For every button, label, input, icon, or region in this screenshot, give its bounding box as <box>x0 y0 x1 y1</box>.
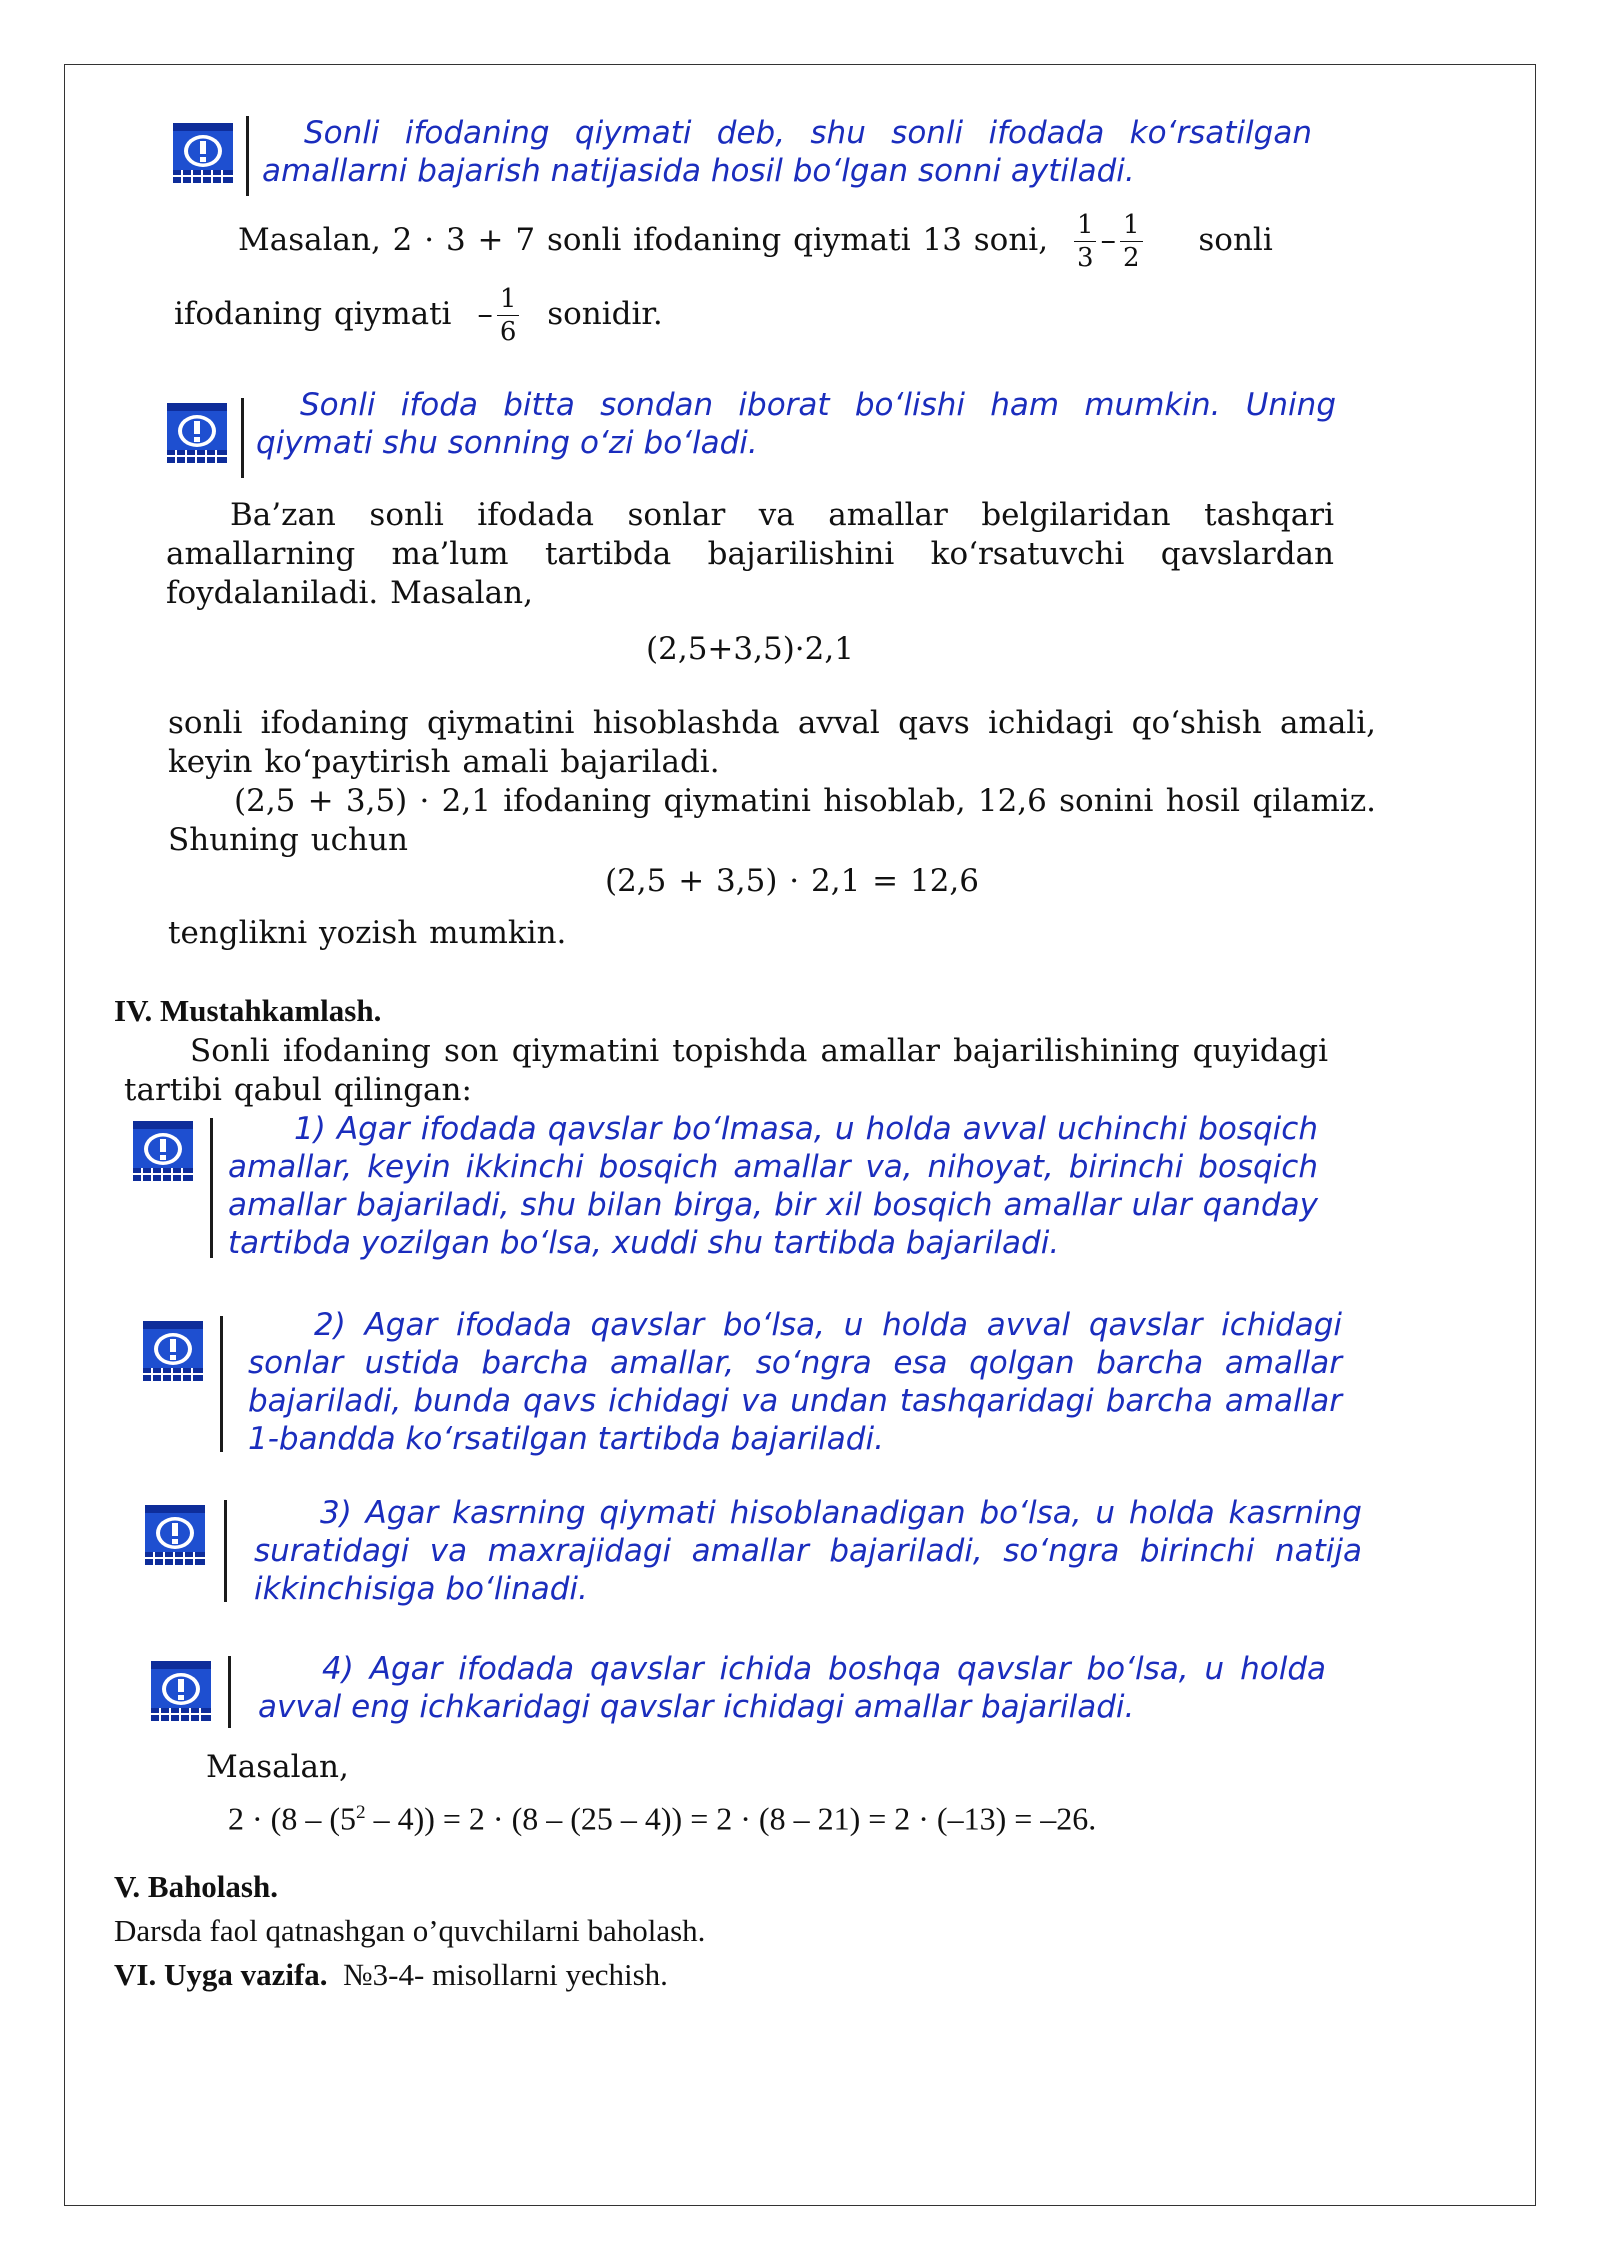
section-4-heading: IV. Mustahkamlash. <box>114 993 382 1028</box>
section-6-line <box>114 1954 668 1996</box>
formula-part-2: – 4)) = 2 · (8 – (25 – 4)) = 2 · (8 – 21) = 2 · (–13) = –26. <box>365 1800 1097 1837</box>
example-line-1 <box>238 212 1318 271</box>
section-6-heading: VI. Uyga vazifa. <box>114 1957 328 1992</box>
warning-icon <box>142 1320 204 1382</box>
minus-sign: – <box>1100 222 1116 258</box>
example-line2-tail: sonidir. <box>547 296 663 332</box>
paragraph-calc: (2,5 + 3,5) · 2,1 ifodaning qiymatini hisoblab, 12,6 sonini hosil qilamiz. Shuning uchun <box>168 783 1376 858</box>
note-bar <box>246 116 249 196</box>
formula-1: (2,5+3,5)·2,1 <box>646 631 854 667</box>
example-line-2 <box>174 286 1174 345</box>
section-6-text: №3-4- misollarni yechish. <box>343 1957 668 1992</box>
paragraph-write: tenglikni yozish mumkin. <box>168 915 567 951</box>
warning-icon <box>172 122 234 184</box>
rule-2: 2) Agar ifodada qavslar bo‘lsa, u holda avval qavslar ichidagi sonlar ustida barcha amallar, so‘ngra esa qolgan barcha amallar bajariladi, bunda qavs ichidagi va undan tashqaridagi barcha amallar 1-bandda ko‘rsatilgan tartibda bajariladi. <box>248 1307 1342 1457</box>
note-bar <box>228 1656 231 1728</box>
warning-icon <box>150 1660 212 1722</box>
note-bar <box>241 398 244 478</box>
formula-2: (2,5 + 3,5) · 2,1 = 12,6 <box>604 863 980 899</box>
section-5-text: Darsda faol qatnashgan o’quvchilarni baholash. <box>114 1913 706 1948</box>
rule-1: 1) Agar ifodada qavslar bo‘lmasa, u holda avval uchinchi bosqich amallar, keyin ikkinchi bosqich amallar va, nihoyat, birinchi bosqich amallar bajariladi, shu bilan birga, bir xil bosqich amallar ular qanday tartibda yozilgan bo‘lsa, xuddi shu tartibda bajariladi. <box>228 1111 1318 1261</box>
note-definition: Sonli ifodaning qiymati deb, shu sonli ifodada ko‘rsatilgan amallarni bajarish natijasida hosil bo‘lgan sonni aytiladi. <box>262 115 1312 189</box>
note-bar <box>224 1500 227 1602</box>
example-2-formula <box>228 1792 1096 1840</box>
example-tail: sonli <box>1198 222 1273 258</box>
fraction-one-third: $\frac{1}{3}$ <box>1074 212 1097 271</box>
formula-exponent: 2 <box>355 1802 366 1823</box>
paragraph-order: sonli ifodaning qiymatini hisoblashda avval qavs ichidagi qo‘shish amali, keyin ko‘paytirish amali bajariladi. <box>168 705 1376 780</box>
note-bar <box>210 1118 213 1258</box>
section-5-heading: V. Baholash. <box>114 1869 278 1904</box>
negative-sign: – <box>477 296 493 332</box>
warning-icon <box>144 1504 206 1566</box>
example-line2-lead: ifodaning qiymati <box>174 296 452 332</box>
rule-3: 3) Agar kasrning qiymati hisoblanadigan bo‘lsa, u holda kasrning suratidagi va maxrajidagi amallar bajariladi, so‘ngra birinchi natija ikkinchisiga bo‘linadi. <box>254 1495 1362 1607</box>
note-bar <box>220 1316 223 1452</box>
warning-icon <box>132 1120 194 1182</box>
warning-icon <box>166 402 228 464</box>
fraction-one-sixth: $\frac{1}{6}$ <box>497 286 520 345</box>
paragraph-brackets: Ba’zan sonli ifodada sonlar va amallar belgilaridan tashqari amallarning ma’lum tartibda bajarilishini ko‘rsatuvchi qavslardan foydalaniladi. Masalan, <box>166 497 1334 611</box>
formula-part-1: 2 · (8 – (5 <box>228 1800 356 1837</box>
example-lead: Masalan, 2 · 3 + 7 sonli ifodaning qiymati 13 soni, <box>238 222 1049 258</box>
fraction-one-half: $\frac{1}{2}$ <box>1120 212 1143 271</box>
example-2-label: Masalan, <box>206 1749 349 1785</box>
note-single-number: Sonli ifoda bitta sondan iborat bo‘lishi ham mumkin. Uning qiymati shu sonning o‘zi bo‘ladi. <box>256 387 1336 461</box>
section-4-intro: Sonli ifodaning son qiymatini topishda amallar bajarilishining quyidagi tartibi qabul qilingan: <box>124 1033 1328 1108</box>
rule-4: 4) Agar ifodada qavslar ichida boshqa qavslar bo‘lsa, u holda avval eng ichkaridagi qavslar ichidagi amallar bajariladi. <box>258 1651 1326 1725</box>
